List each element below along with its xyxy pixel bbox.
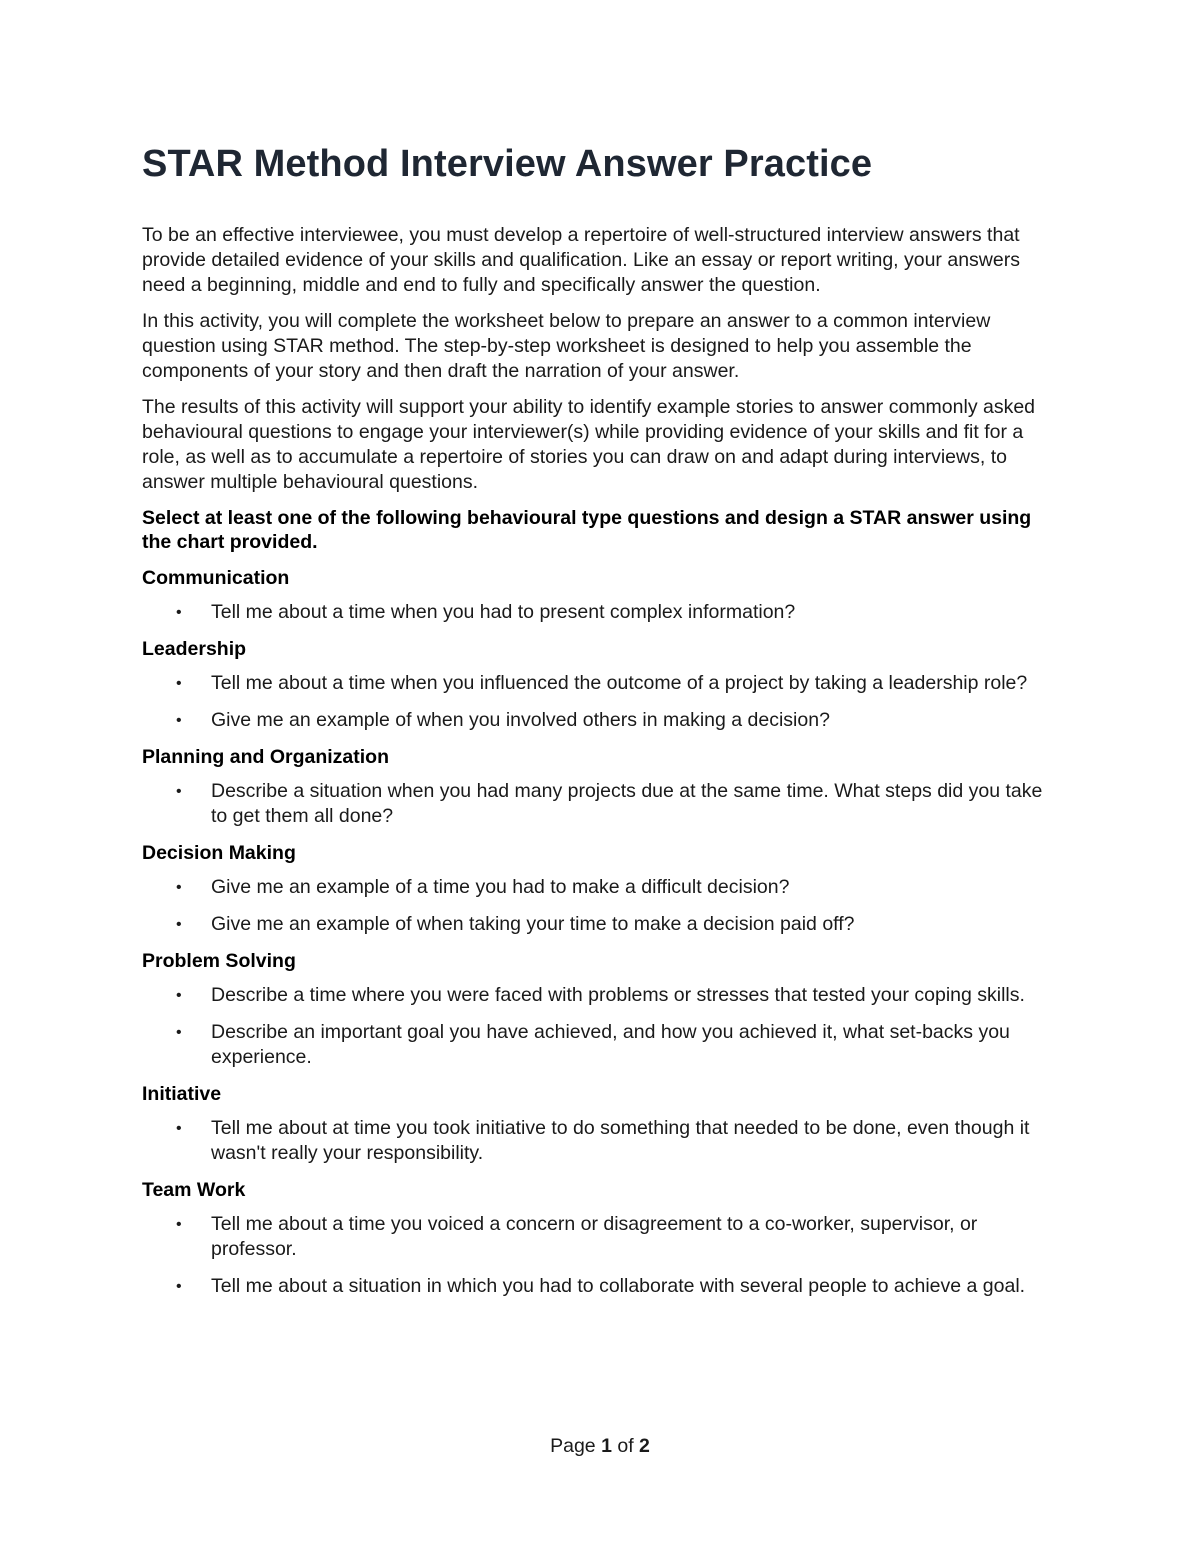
category-leadership: [142, 637, 1062, 733]
question-text: Give me an example of when you involved others in making a decision?: [211, 709, 830, 731]
page-number-footer: [0, 1433, 1200, 1459]
category-title: Team Work: [142, 1179, 246, 1201]
category-title: Initiative: [142, 1083, 222, 1105]
question-item: [142, 671, 1062, 696]
question-list: [142, 779, 1062, 829]
question-text: Describe a situation when you had many projects due at the same time. What steps did you take to get them all done?: [211, 780, 1043, 827]
question-text: Tell me about at time you took initiative to do something that needed to be done, even though it wasn't really your responsibility.: [211, 1117, 1030, 1164]
intro-paragraph-3: The results of this activity will support your ability to identify example stories to answer commonly asked behavioural questions to engage your interviewer(s) while providing evidence of your skills and fit for a role, as well as to accumulate a repertoire of stories you can draw on and adapt during interviews, to answer multiple behavioural questions.: [142, 396, 1036, 493]
total-pages-number: 2: [639, 1435, 650, 1457]
bullet-icon: •: [176, 675, 182, 692]
question-list: [142, 1212, 1062, 1299]
question-item: [142, 600, 1062, 625]
current-page-number: 1: [601, 1435, 612, 1457]
question-text: Give me an example of when taking your time to make a decision paid off?: [211, 913, 855, 935]
category-title: Problem Solving: [142, 950, 296, 972]
intro-paragraph-2: In this activity, you will complete the worksheet below to prepare an answer to a common interview question using STAR method. The step-by-step worksheet is designed to help you assemble the components of your story and then draft the narration of your answer.: [142, 310, 991, 382]
category-title: Planning and Organization: [142, 746, 390, 768]
bullet-icon: •: [176, 604, 182, 621]
bullet-icon: •: [176, 916, 182, 933]
document-content: [142, 139, 1062, 1311]
question-item: [142, 779, 1062, 829]
page-prefix: Page: [550, 1435, 596, 1457]
category-team-work: [142, 1178, 1062, 1299]
question-item: [142, 708, 1062, 733]
bullet-icon: •: [176, 1024, 182, 1041]
document-title: STAR Method Interview Answer Practice: [142, 143, 873, 185]
bullet-icon: •: [176, 987, 182, 1004]
category-problem-solving: [142, 949, 1062, 1070]
category-planning-and-organization: [142, 745, 1062, 829]
question-list: [142, 600, 1062, 625]
bullet-icon: •: [176, 1278, 182, 1295]
category-initiative: [142, 1082, 1062, 1166]
question-text: Tell me about a time when you had to present complex information?: [211, 601, 796, 623]
bullet-icon: •: [176, 1120, 182, 1137]
page-of-word: of: [617, 1435, 634, 1457]
category-title: Leadership: [142, 638, 247, 660]
intro-paragraph-1: To be an effective interviewee, you must develop a repertoire of well-structured interview answers that provide detailed evidence of your skills and qualification. Like an essay or report writing, your answers need a beginning, middle and end to fully and specifically answer the question.: [142, 224, 1020, 296]
question-text: Tell me about a time when you influenced the outcome of a project by taking a leadership role?: [211, 672, 1028, 694]
question-item: [142, 1274, 1062, 1299]
question-item: [142, 983, 1062, 1008]
category-decision-making: [142, 841, 1062, 937]
question-text: Describe a time where you were faced with problems or stresses that tested your coping skills.: [211, 984, 1025, 1006]
question-list: [142, 875, 1062, 937]
question-list: [142, 671, 1062, 733]
question-list: [142, 983, 1062, 1070]
question-item: [142, 875, 1062, 900]
category-title: Communication: [142, 567, 290, 589]
question-item: [142, 1116, 1062, 1166]
question-text: Tell me about a time you voiced a concern or disagreement to a co-worker, supervisor, or professor.: [211, 1213, 978, 1260]
question-item: [142, 912, 1062, 937]
bullet-icon: •: [176, 1216, 182, 1233]
instruction-text: Select at least one of the following behavioural type questions and design a STAR answer using the chart provided.: [142, 507, 1032, 553]
bullet-icon: •: [176, 712, 182, 729]
question-item: [142, 1020, 1062, 1070]
question-item: [142, 1212, 1062, 1262]
question-text: Tell me about a situation in which you had to collaborate with several people to achieve a goal.: [211, 1275, 1026, 1297]
bullet-icon: •: [176, 783, 182, 800]
category-communication: [142, 566, 1062, 625]
bullet-icon: •: [176, 879, 182, 896]
question-text: Give me an example of a time you had to make a difficult decision?: [211, 876, 790, 898]
question-list: [142, 1116, 1062, 1166]
question-text: Describe an important goal you have achieved, and how you achieved it, what set-backs you experience.: [211, 1021, 1010, 1068]
category-title: Decision Making: [142, 842, 296, 864]
